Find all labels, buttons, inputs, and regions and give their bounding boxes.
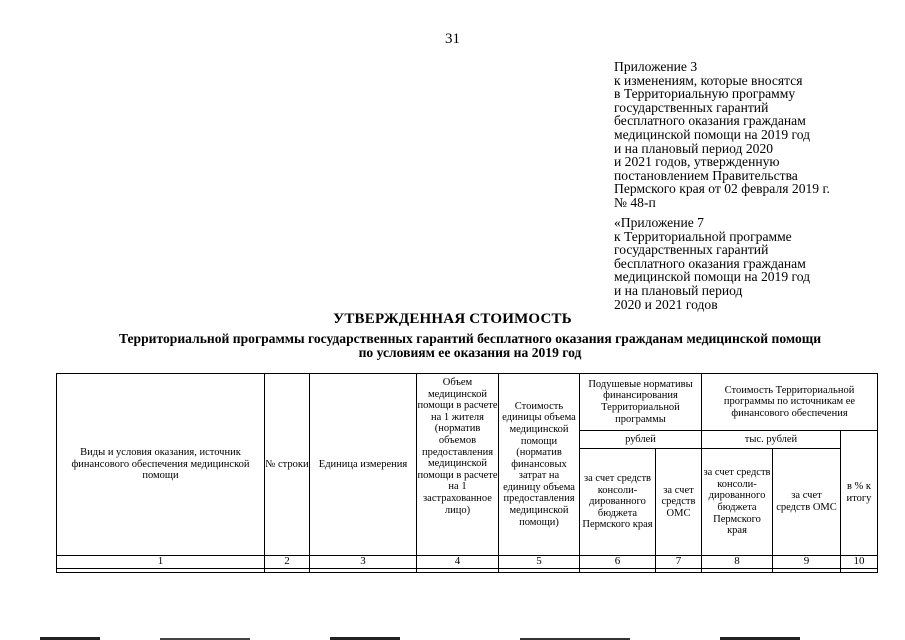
separator-cell	[417, 569, 499, 573]
header-unit-thousand-rub: тыс. рублей	[702, 431, 841, 449]
separator-cell	[499, 569, 580, 573]
appendix-line: государственных гарантий	[614, 99, 769, 115]
column-number: 4	[417, 556, 499, 569]
column-number: 8	[702, 556, 773, 569]
separator-cell	[580, 569, 656, 573]
header-unit: Единица измерения	[310, 374, 417, 556]
scan-edge-marks	[0, 633, 905, 640]
header-oms-thousand: за счет средств ОМС	[773, 449, 841, 556]
header-oms-rub: за счет средств ОМС	[656, 449, 702, 556]
separator-cell	[841, 569, 878, 573]
column-number: 1	[57, 556, 265, 569]
header-volume: Объем медицинской помощи в расчете на 1 жителя (норматив объемов предоставления медицинской помощи в расчете на 1 застрахованное лицо)	[417, 374, 499, 556]
header-percent-of-total: в % к итогу	[841, 431, 878, 556]
column-number: 6	[580, 556, 656, 569]
appendix-line: и на плановый период	[614, 282, 743, 298]
separator-cell	[773, 569, 841, 573]
header-consolidated-budget-rub: за счет средств консоли-дированного бюджета Пермского края	[580, 449, 656, 556]
header-consolidated-budget-thousand: за счет средств консоли-дированного бюджета Пермского края	[702, 449, 773, 556]
separator-cell	[656, 569, 702, 573]
subtitle-line: по условиям ее оказания на 2019 год	[358, 345, 582, 360]
cost-table-wrapper	[56, 373, 878, 573]
appendix-line: бесплатного оказания гражданам	[614, 255, 806, 271]
column-number: 2	[265, 556, 310, 569]
appendix-line: к изменениям, которые вносятся	[614, 72, 803, 88]
header-types-of-care: Виды и условия оказания, источник финансового обеспечения медицинской помощи	[57, 374, 265, 556]
appendix-line: государственных гарантий	[614, 242, 769, 258]
separator-cell	[702, 569, 773, 573]
subtitle-line: Территориальной программы государственных гарантий бесплатного оказания гражданам медицинской помощи	[118, 331, 822, 346]
page-number: 31	[445, 31, 460, 47]
header-per-capita-group: Подушевые нормативы финансирования Территориальной программы	[580, 374, 702, 431]
separator-cell	[310, 569, 417, 573]
appendix-line: 2020 и 2021 годов	[614, 296, 718, 312]
column-number: 5	[499, 556, 580, 569]
appendix-line: медицинской помощи на 2019 год	[614, 126, 811, 142]
column-number: 10	[841, 556, 878, 569]
column-number: 3	[310, 556, 417, 569]
appendix-line: медицинской помощи на 2019 год	[614, 269, 811, 285]
document-subtitle	[60, 332, 880, 360]
header-unit-rub: рублей	[580, 431, 702, 449]
appendix-3-note	[614, 60, 904, 210]
header-program-cost-group: Стоимость Территориальной программы по источникам ее финансового обеспечения	[702, 374, 878, 431]
appendix-line: бесплатного оказания гражданам	[614, 113, 806, 129]
separator-cell	[57, 569, 265, 573]
separator-cell	[265, 569, 310, 573]
appendix-line: к Территориальной программе	[614, 228, 792, 244]
appendix-line: и на плановый период 2020	[614, 140, 774, 156]
appendix-7-note	[614, 216, 904, 311]
appendix-line: «Приложение 7	[614, 215, 704, 230]
appendix-line: Приложение 3	[614, 59, 698, 74]
column-number: 7	[656, 556, 702, 569]
appendix-line: постановлением Правительства	[614, 167, 798, 183]
column-number: 9	[773, 556, 841, 569]
document-title: УТВЕРЖДЕННАЯ СТОИМОСТЬ	[333, 311, 572, 327]
appendix-line: Пермского края от 02 февраля 2019 г.	[614, 181, 830, 197]
header-row-number: № строки	[265, 374, 310, 556]
appendix-line: № 48-п	[614, 194, 656, 210]
header-unit-cost: Стоимость единицы объема медицинской помощи (норматив финансовых затрат на единицу объема предоставления медицинской помощи)	[499, 374, 580, 556]
cost-table	[56, 373, 878, 573]
appendix-line: в Территориальную программу	[614, 86, 796, 102]
appendix-line: и 2021 годов, утвержденную	[614, 154, 780, 170]
